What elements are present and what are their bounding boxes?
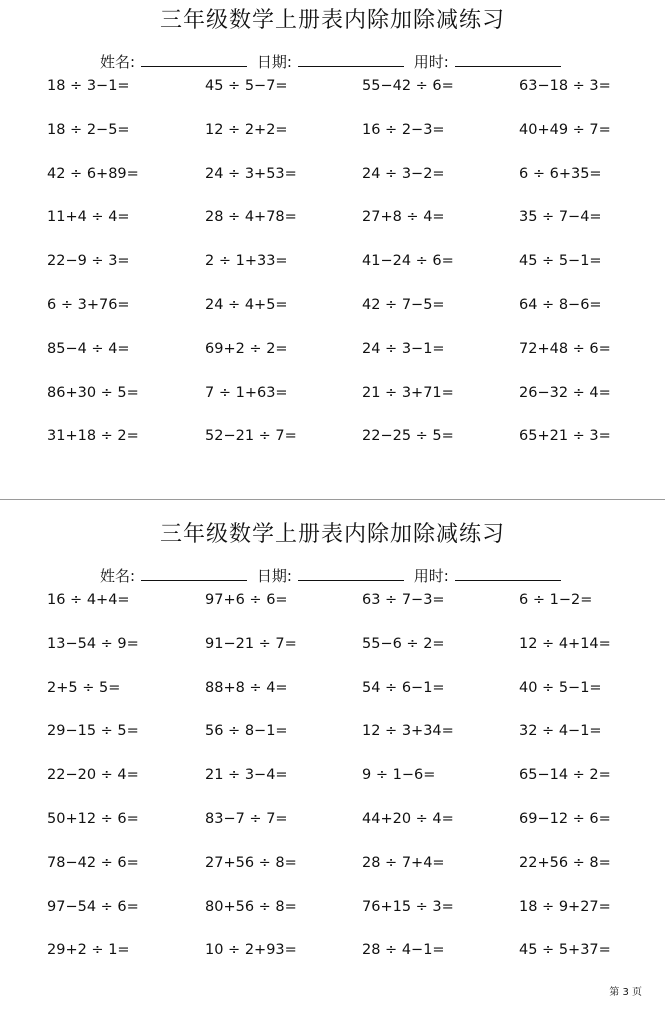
- math-problem: 91−21 ÷ 7=: [205, 635, 297, 652]
- date-label: 日期:: [256, 53, 292, 71]
- math-problem: 31+18 ÷ 2=: [47, 428, 139, 445]
- math-problem: 18 ÷ 9+27=: [519, 898, 611, 915]
- math-problem: 65−14 ÷ 2=: [519, 767, 611, 784]
- math-problem: 29−15 ÷ 5=: [47, 723, 139, 740]
- math-problem: 41−24 ÷ 6=: [362, 253, 454, 270]
- math-problem: 6 ÷ 6+35=: [519, 165, 602, 182]
- time-label: 用时:: [413, 53, 449, 71]
- math-problem: 32 ÷ 4−1=: [519, 723, 602, 740]
- math-problem: 11+4 ÷ 4=: [47, 209, 130, 226]
- math-problem: 83−7 ÷ 7=: [205, 811, 288, 827]
- math-problem: 45 ÷ 5−7=: [205, 78, 288, 94]
- math-problem: 69−12 ÷ 6=: [519, 811, 611, 827]
- math-problem: 9 ÷ 1−6=: [362, 767, 436, 784]
- math-problem: 28 ÷ 4+78=: [205, 209, 297, 226]
- math-problem: 54 ÷ 6−1=: [362, 679, 445, 696]
- math-problem: 86+30 ÷ 5=: [47, 384, 139, 401]
- math-problem: 52−21 ÷ 7=: [205, 428, 297, 445]
- math-problem: 28 ÷ 4−1=: [362, 942, 445, 959]
- math-problem: 76+15 ÷ 3=: [362, 898, 454, 915]
- time-blank[interactable]: [455, 566, 561, 581]
- info-line: [100, 51, 566, 73]
- math-problem: 78−42 ÷ 6=: [47, 854, 139, 871]
- math-problem: 27+8 ÷ 4=: [362, 209, 445, 226]
- math-problem: 10 ÷ 2+93=: [205, 942, 297, 959]
- math-problem: 22−9 ÷ 3=: [47, 253, 130, 270]
- math-problem: 63−18 ÷ 3=: [519, 78, 611, 94]
- math-problem: 2+5 ÷ 5=: [47, 679, 121, 696]
- math-problem: 18 ÷ 3−1=: [47, 78, 130, 94]
- time-label: 用时:: [413, 567, 449, 585]
- math-problem: 69+2 ÷ 2=: [205, 340, 288, 357]
- math-problem: 6 ÷ 1−2=: [519, 592, 593, 608]
- math-problem: 26−32 ÷ 4=: [519, 384, 611, 401]
- math-problem: 56 ÷ 8−1=: [205, 723, 288, 740]
- time-blank[interactable]: [455, 52, 561, 67]
- math-problem: 16 ÷ 2−3=: [362, 121, 445, 138]
- math-problem: 55−6 ÷ 2=: [362, 635, 445, 652]
- math-problem: 21 ÷ 3−4=: [205, 767, 288, 784]
- math-problem: 65+21 ÷ 3=: [519, 428, 611, 445]
- math-problem: 45 ÷ 5+37=: [519, 942, 611, 959]
- math-problem: 16 ÷ 4+4=: [47, 592, 130, 608]
- math-problem: 12 ÷ 2+2=: [205, 121, 288, 138]
- name-blank[interactable]: [141, 566, 247, 581]
- page-number: 第 3 页: [609, 987, 642, 998]
- math-problem: 40+49 ÷ 7=: [519, 121, 611, 138]
- math-problem: 45 ÷ 5−1=: [519, 253, 602, 270]
- math-problem: 85−4 ÷ 4=: [47, 340, 130, 357]
- date-label: 日期:: [256, 567, 292, 585]
- name-label: 姓名:: [100, 567, 136, 585]
- math-problem: 12 ÷ 4+14=: [519, 635, 611, 652]
- math-problem: 22+56 ÷ 8=: [519, 854, 611, 871]
- name-blank[interactable]: [141, 52, 247, 67]
- worksheet-title: 三年级数学上册表内除加除减练习: [159, 8, 505, 33]
- math-problem: 72+48 ÷ 6=: [519, 340, 611, 357]
- math-problem: 24 ÷ 3−1=: [362, 340, 445, 357]
- math-problem: 44+20 ÷ 4=: [362, 811, 454, 827]
- math-problem: 97−54 ÷ 6=: [47, 898, 139, 915]
- math-problem: 18 ÷ 2−5=: [47, 121, 130, 138]
- math-problem: 64 ÷ 8−6=: [519, 297, 602, 313]
- math-problem: 63 ÷ 7−3=: [362, 592, 445, 608]
- math-problem: 13−54 ÷ 9=: [47, 635, 139, 652]
- math-problem: 35 ÷ 7−4=: [519, 209, 602, 226]
- math-problem: 40 ÷ 5−1=: [519, 679, 602, 696]
- math-problem: 22−20 ÷ 4=: [47, 767, 139, 784]
- math-problem: 7 ÷ 1+63=: [205, 384, 288, 401]
- date-blank[interactable]: [298, 566, 404, 581]
- math-problem: 6 ÷ 3+76=: [47, 297, 130, 313]
- date-blank[interactable]: [298, 52, 404, 67]
- math-problem: 24 ÷ 3−2=: [362, 165, 445, 182]
- math-problem: 88+8 ÷ 4=: [205, 679, 288, 696]
- math-problem: 28 ÷ 7+4=: [362, 854, 445, 871]
- math-problem: 24 ÷ 4+5=: [205, 297, 288, 313]
- math-problem: 55−42 ÷ 6=: [362, 78, 454, 94]
- name-label: 姓名:: [100, 53, 136, 71]
- worksheet-title: 三年级数学上册表内除加除减练习: [159, 522, 505, 547]
- info-line: [100, 565, 566, 587]
- math-problem: 27+56 ÷ 8=: [205, 854, 297, 871]
- math-problem: 21 ÷ 3+71=: [362, 384, 454, 401]
- math-problem: 42 ÷ 6+89=: [47, 165, 139, 182]
- math-problem: 80+56 ÷ 8=: [205, 898, 297, 915]
- math-problem: 22−25 ÷ 5=: [362, 428, 454, 445]
- sheet-divider: [0, 499, 665, 500]
- math-problem: 97+6 ÷ 6=: [205, 592, 288, 608]
- math-problem: 42 ÷ 7−5=: [362, 297, 445, 313]
- math-problem: 12 ÷ 3+34=: [362, 723, 454, 740]
- math-problem: 24 ÷ 3+53=: [205, 165, 297, 182]
- math-problem: 50+12 ÷ 6=: [47, 811, 139, 827]
- math-problem: 2 ÷ 1+33=: [205, 253, 288, 270]
- math-problem: 29+2 ÷ 1=: [47, 942, 130, 959]
